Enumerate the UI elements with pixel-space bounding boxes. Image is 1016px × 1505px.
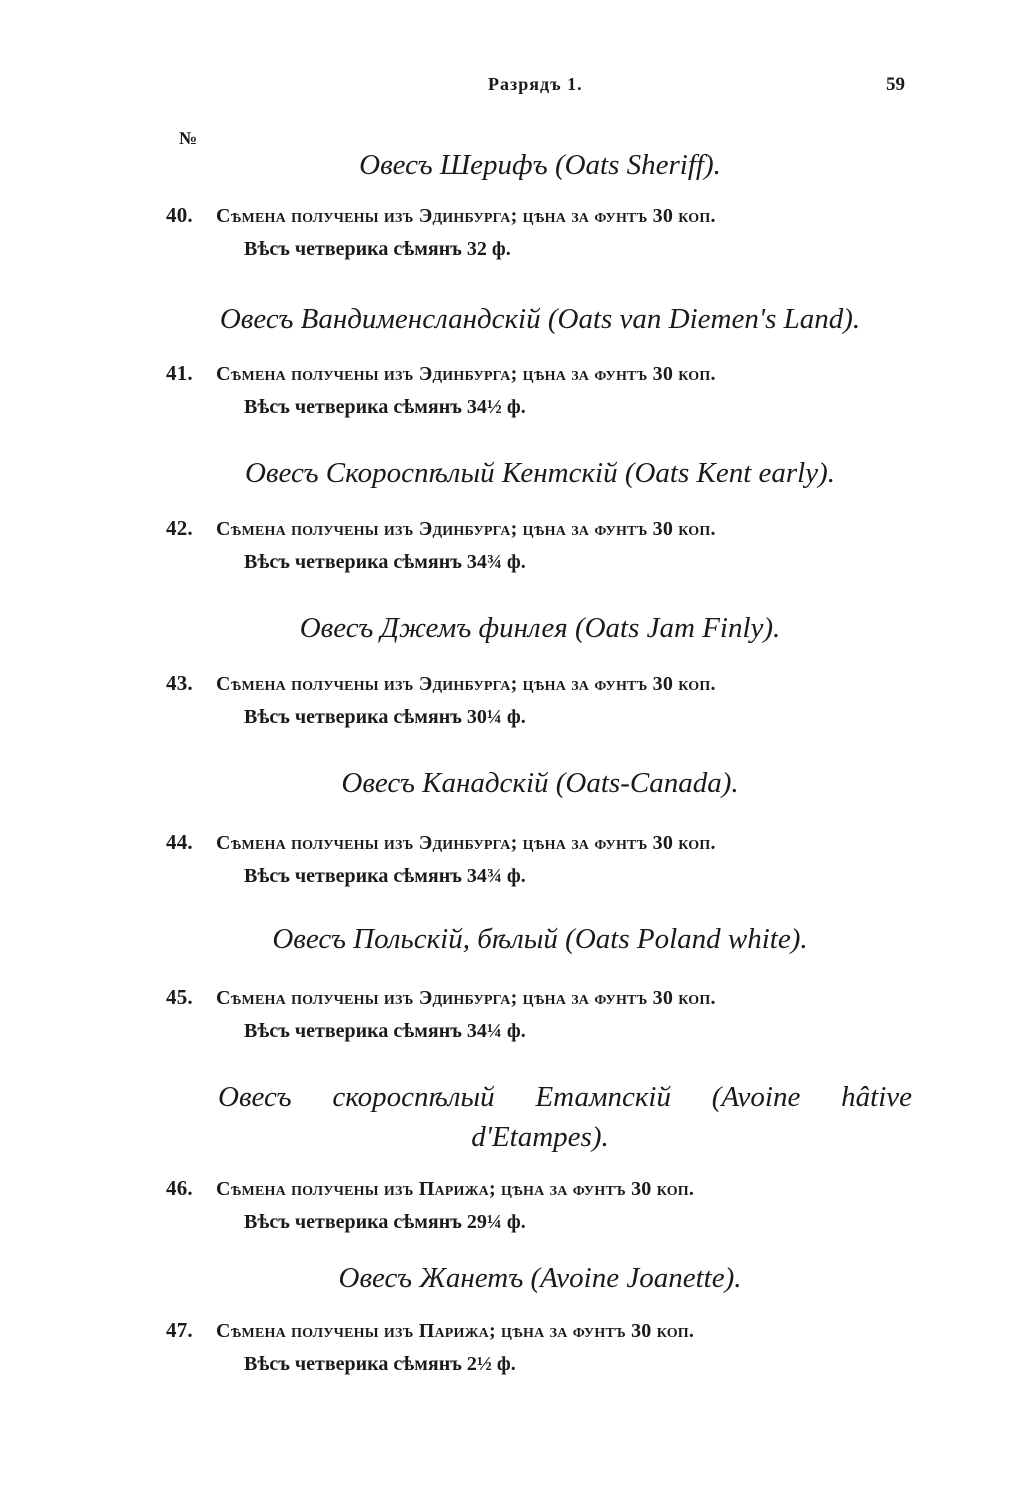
- entry-weight: Вѣсъ четверика сѣмянъ 29¼ ф.: [244, 1211, 526, 1233]
- seed-entry: [166, 199, 906, 266]
- variety-heading: Овесъ Канадскій (Oats-Canada).: [341, 767, 739, 799]
- variety-heading: Овесъ Вандименсландскій (Oats van Diemen's Land).: [219, 303, 861, 335]
- entry-line-source-price: [166, 826, 906, 860]
- seed-entry: [166, 357, 906, 424]
- entry-weight: Вѣсъ четверика сѣмянъ 34¾ ф.: [244, 865, 526, 887]
- variety-heading: Овесъ Жанетъ (Avoine Joanette).: [338, 1262, 742, 1294]
- entry-weight: Вѣсъ четверика сѣмянъ 2½ ф.: [244, 1353, 516, 1375]
- entry-source-price: Сѣмена получены изъ Эдинбурга; цѣна за фунтъ 30 коп.: [216, 832, 716, 854]
- page-number: 59: [886, 74, 905, 95]
- entry-source-price: Сѣмена получены изъ Эдинбурга; цѣна за фунтъ 30 коп.: [216, 205, 716, 227]
- entry-weight: Вѣсъ четверика сѣмянъ 32 ф.: [244, 238, 511, 260]
- entry-number: 42.: [166, 516, 193, 540]
- entry-line-source-price: [166, 667, 906, 701]
- entry-source-price: Сѣмена получены изъ Эдинбурга; цѣна за фунтъ 30 коп.: [216, 518, 716, 540]
- entry-weight: Вѣсъ четверика сѣмянъ 34¾ ф.: [244, 551, 526, 573]
- entry-weight: Вѣсъ четверика сѣмянъ 34¼ ф.: [244, 1020, 526, 1042]
- entry-source-price: Сѣмена получены изъ Парижа; цѣна за фунтъ 30 коп.: [216, 1320, 695, 1342]
- entry-number: 46.: [166, 1176, 193, 1200]
- entry-line-source-price: [166, 981, 906, 1015]
- entry-line-source-price: [166, 1314, 906, 1348]
- variety-heading: Овесъ скороспѣлый Етампскій (Avoine hâtive: [218, 1081, 912, 1113]
- entry-number: 41.: [166, 361, 193, 385]
- entry-source-price: Сѣмена получены изъ Парижа; цѣна за фунтъ 30 коп.: [216, 1178, 695, 1200]
- entry-line-source-price: [166, 199, 906, 233]
- number-column-label: №: [179, 128, 198, 148]
- entry-line-source-price: [166, 357, 906, 391]
- running-title: Разрядъ 1.: [488, 74, 583, 94]
- variety-heading: Овесъ Джемъ финлея (Oats Jam Finly).: [299, 612, 781, 644]
- variety-heading-continuation: d'Etampes).: [471, 1121, 609, 1153]
- seed-entry: [166, 1314, 906, 1381]
- entry-number: 43.: [166, 671, 193, 695]
- seed-entry: [166, 826, 906, 893]
- seed-entry: [166, 981, 906, 1048]
- entry-number: 45.: [166, 985, 193, 1009]
- entry-source-price: Сѣмена получены изъ Эдинбурга; цѣна за фунтъ 30 коп.: [216, 363, 716, 385]
- entry-weight: Вѣсъ четверика сѣмянъ 34½ ф.: [244, 396, 526, 418]
- running-head: [0, 74, 1016, 104]
- seed-entry: [166, 512, 906, 579]
- entry-source-price: Сѣмена получены изъ Эдинбурга; цѣна за фунтъ 30 коп.: [216, 987, 716, 1009]
- seed-entry: [166, 1172, 906, 1239]
- variety-heading: Овесъ Польскій, бѣлый (Oats Poland white).: [272, 923, 808, 955]
- entry-line-source-price: [166, 512, 906, 546]
- entry-source-price: Сѣмена получены изъ Эдинбурга; цѣна за фунтъ 30 коп.: [216, 673, 716, 695]
- entry-line-source-price: [166, 1172, 906, 1206]
- entry-number: 47.: [166, 1318, 193, 1342]
- entry-number: 44.: [166, 830, 193, 854]
- variety-heading: Овесъ Скороспѣлый Кентскій (Oats Kent early).: [244, 457, 836, 489]
- seed-entry: [166, 667, 906, 734]
- entry-number: 40.: [166, 203, 193, 227]
- variety-heading: Овесъ Шерифъ (Oats Sheriff).: [359, 149, 721, 181]
- entry-weight: Вѣсъ четверика сѣмянъ 30¼ ф.: [244, 706, 526, 728]
